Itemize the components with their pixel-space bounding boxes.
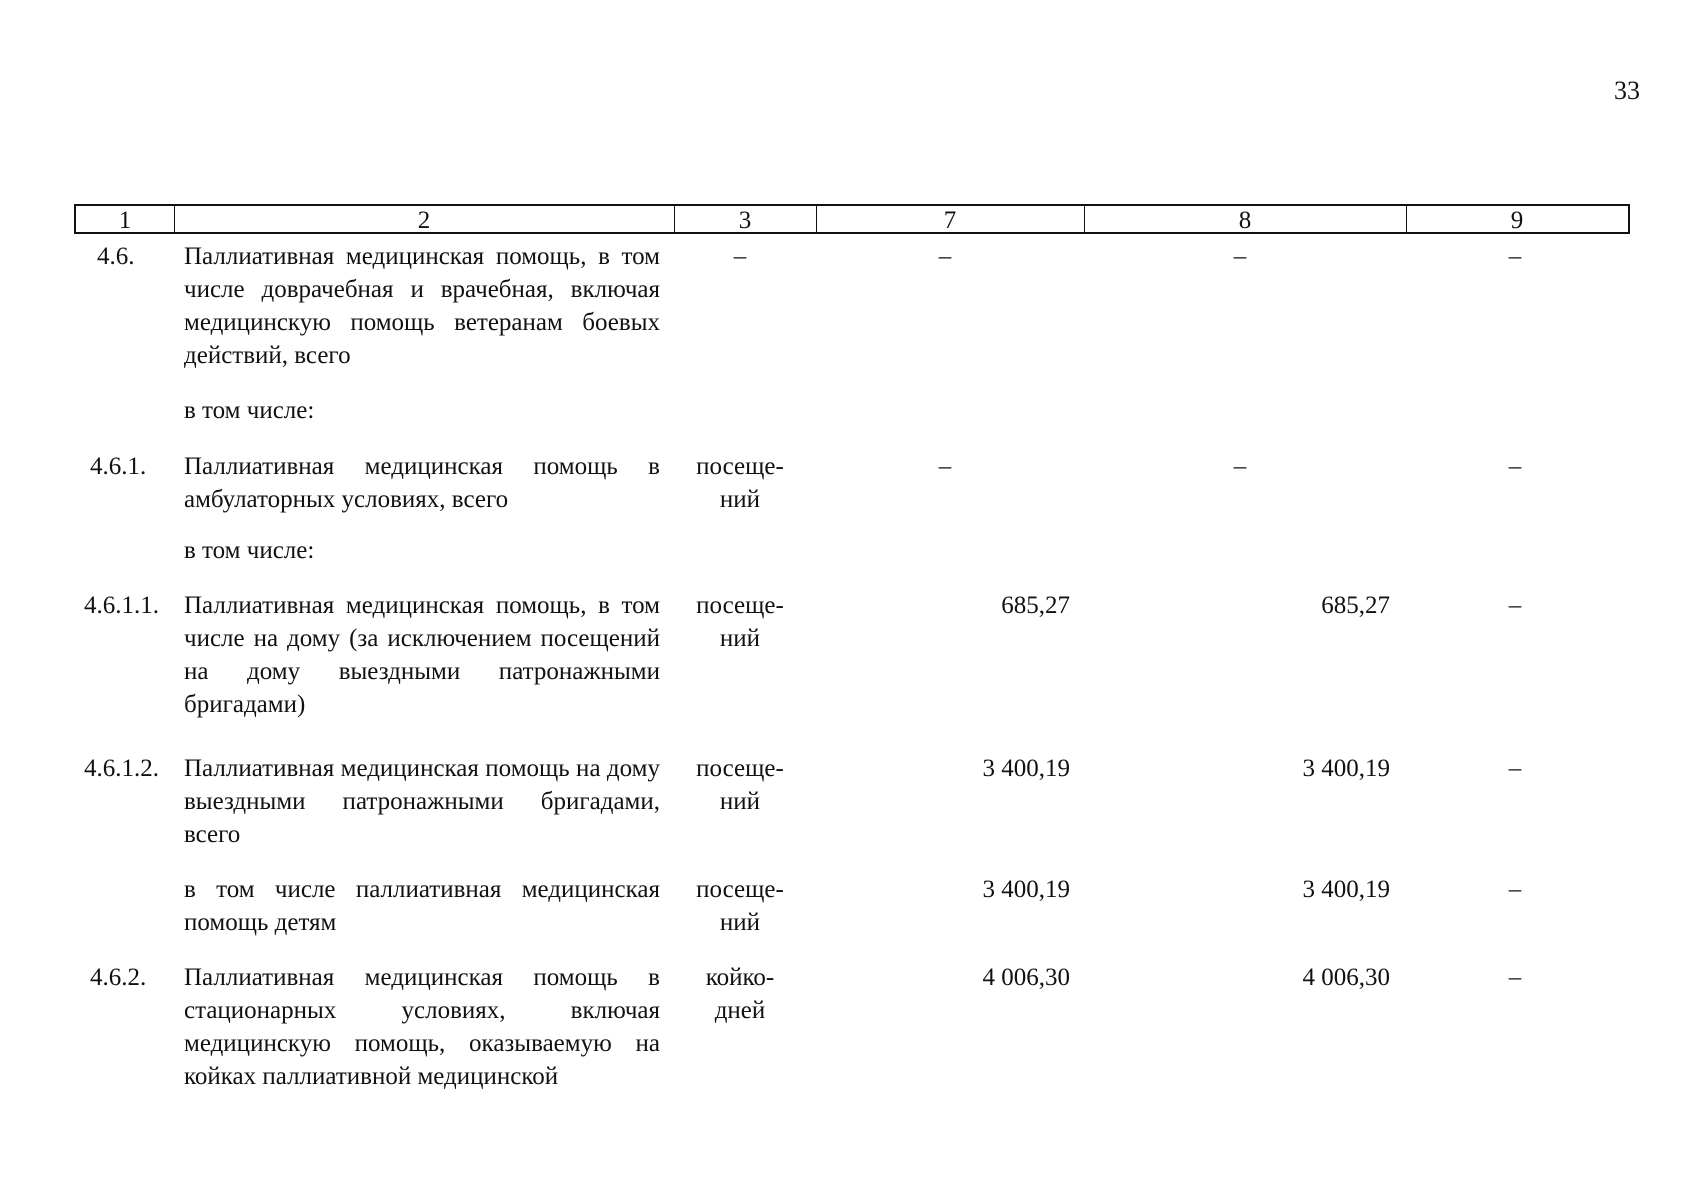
row-name: Паллиативная медицинская помощь на дому выездными патронажными бригадами, всего [184, 755, 660, 848]
row-col-9: – [1508, 755, 1522, 782]
row-unit: посеще- ний [696, 876, 784, 936]
header-col-7: 7 [943, 207, 957, 234]
row-number: 4.6. [97, 243, 135, 270]
row-col-9: – [1508, 964, 1522, 991]
row-col-7: – [938, 243, 952, 270]
header-col-9: 9 [1510, 207, 1524, 234]
row-number: 4.6.1.1. [84, 592, 159, 619]
row-col-7: 4 006,30 [982, 964, 1070, 991]
row-name: Паллиативная медицинская помощь в стационарных условиях, включая медицинскую помощь, оказываемую на койках паллиативной медицинской [184, 964, 660, 1090]
row-number: 4.6.1. [90, 453, 147, 480]
row-col-7: – [938, 453, 952, 480]
row-number: 4.6.1.2. [84, 755, 159, 782]
row-number: 4.6.2. [90, 964, 147, 991]
row-name: в том числе паллиативная медицинская помощь детям [184, 876, 660, 936]
row-col-7: 3 400,19 [982, 755, 1070, 782]
row-col-7: 685,27 [1001, 592, 1070, 619]
row-unit: посеще- ний [696, 453, 784, 513]
row-unit: посеще- ний [696, 592, 784, 652]
row-col-8: 3 400,19 [1302, 876, 1390, 903]
row-col-9: – [1508, 453, 1522, 480]
page-number: 33 [1614, 76, 1640, 105]
row-col-9: – [1508, 876, 1522, 903]
header-col-3: 3 [738, 207, 752, 234]
row-unit: – [733, 243, 747, 270]
row-col-8: – [1233, 243, 1247, 270]
row-col-9: – [1508, 592, 1522, 619]
row-name: в том числе: [184, 397, 315, 424]
row-name: Паллиативная медицинская помощь в амбулаторных условиях, всего [184, 453, 660, 513]
row-col-7: 3 400,19 [982, 876, 1070, 903]
row-name: в том числе: [184, 537, 315, 564]
row-col-8: 3 400,19 [1302, 755, 1390, 782]
row-col-8: 685,27 [1321, 592, 1390, 619]
row-name: Паллиативная медицинская помощь, в том числе доврачебная и врачебная, включая медицинскую помощь ветеранам боевых действий, всего [184, 243, 660, 369]
row-col-9: – [1508, 243, 1522, 270]
row-col-8: – [1233, 453, 1247, 480]
row-name: Паллиативная медицинская помощь, в том числе на дому (за исключением посещений на дому выездными патронажными бригадами) [184, 592, 660, 718]
header-col-1: 1 [118, 207, 132, 234]
row-col-8: 4 006,30 [1302, 964, 1390, 991]
header-col-8: 8 [1238, 207, 1252, 234]
row-unit: койко- дней [705, 964, 775, 1024]
header-col-2: 2 [417, 207, 431, 234]
row-unit: посеще- ний [696, 755, 784, 815]
